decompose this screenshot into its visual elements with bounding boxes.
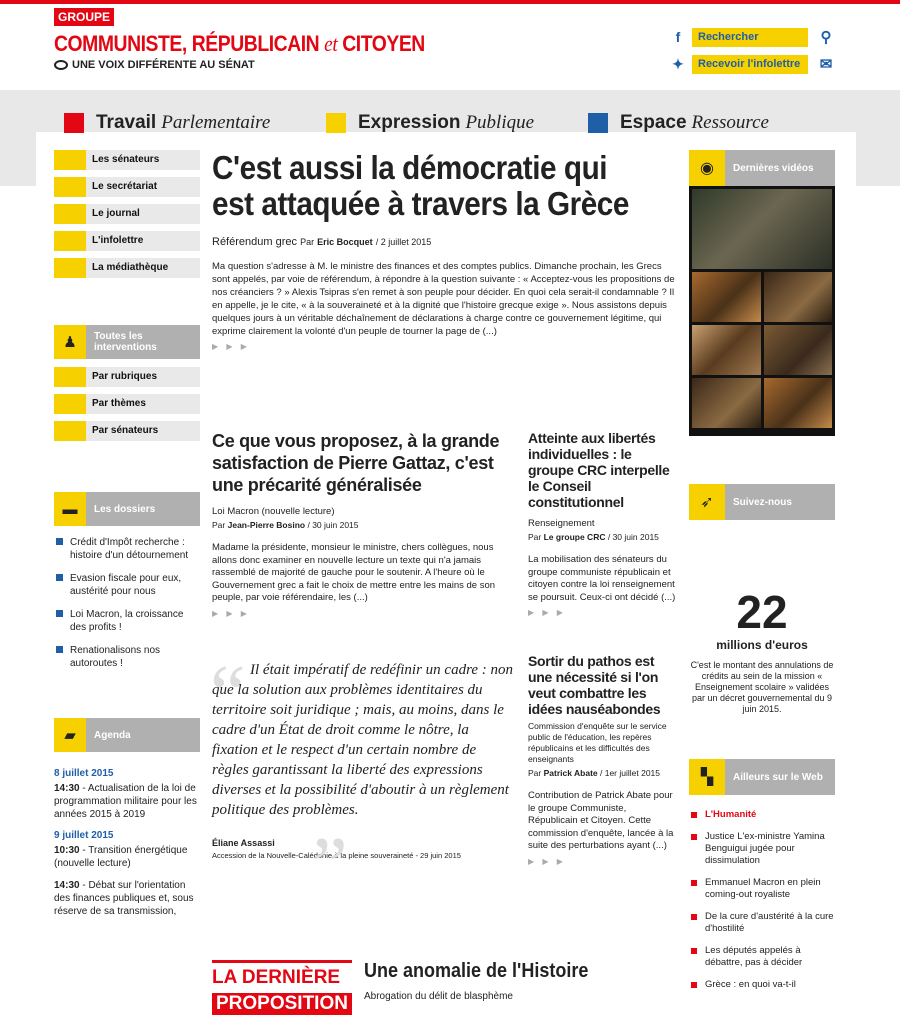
agenda-item[interactable]: 14:30 - Débat sur l'orientation des finances publiques et, sous réserve de sa transmission, [54,880,194,917]
derniere-proposition-badge[interactable]: LA DERNIÈRE PROPOSITION [212,960,352,999]
nav-espace-ressource[interactable] [588,112,769,134]
runner-icon: ➶ [689,484,725,520]
article-excerpt: Madame la présidente, monsieur le ministre, chers collègues, nous allons donc examiner en nouvelle lecture un texte qui n'a jamais rassemblé de majorité de gauche pour le soutenir. A l'heure où le Gouvernement grec a fait le choix de mettre entre les mains de son peuple, par voie référendaire, les (...) [212,542,496,603]
stat-unit: millions d'euros [716,638,808,652]
nav-label-italic: Ressource [691,112,769,133]
proposition-title[interactable]: Une anomalie de l'Histoire [364,960,589,982]
close-quote-icon: ” [312,822,348,910]
right-sidebar [689,150,835,1001]
article-author[interactable]: Eric Bocquet [317,237,373,247]
read-more-arrows[interactable]: ▶ ▶ ▶ [528,608,566,617]
sidebar-item-mediatheque[interactable]: La médiathèque [54,258,200,278]
video-thumbnail[interactable] [692,272,761,322]
sidebar-item-par-themes[interactable]: Par thèmes [54,394,200,414]
list-item[interactable]: Grèce : en quoi va-t-il [689,979,835,991]
open-quote-icon: “ [210,650,246,738]
list-item[interactable]: Les députés appelés à débattre, pas à décider [689,945,835,969]
list-item[interactable]: De la cure d'austérité à la cure d'hostilité [689,911,835,935]
video-thumbnail[interactable] [692,189,832,269]
list-item[interactable]: Renationalisons nos autoroutes ! [54,644,200,670]
envelope-icon[interactable]: ✉ [819,56,833,73]
article-meta: Référendum grec Par Eric Bocquet / 2 juillet 2015 [212,236,432,248]
search-icon[interactable]: ⚲ [820,29,832,46]
nav-expression-publique[interactable] [326,112,534,134]
read-more-arrows[interactable]: ▶ ▶ ▶ [212,608,250,618]
book-icon: ▰ [54,718,86,752]
web-source-label[interactable]: L'Humanité [689,809,835,821]
agenda-date: 9 juillet 2015 [54,830,114,841]
checker-icon: ▚ [689,759,725,795]
sidebar-item-infolettre[interactable]: L'infolettre [54,231,200,251]
speech-bubble-icon [54,60,68,70]
logo-title-et: et [324,31,338,56]
nav-travail-parlementaire[interactable] [64,112,270,134]
main-article [212,150,678,351]
tagline [54,59,255,71]
video-thumbnail[interactable] [764,378,833,428]
stat-value: 22 [736,586,788,638]
video-thumbnail[interactable] [764,272,833,322]
quote-author[interactable]: Éliane Assassi [212,838,275,848]
agenda-item[interactable]: 14:30 - Actualisation de la loi de programmation militaire pour les années 2015 à 2019 [54,783,197,820]
agenda-date: 8 juillet 2015 [54,768,114,779]
article-byline: Par Patrick Abate / 1er juillet 2015 [528,768,661,778]
video-thumbnail[interactable] [692,325,761,375]
list-item[interactable]: Emmanuel Macron en plein coming-out royaliste [689,877,835,901]
sidebar-item-secretariat[interactable]: Le secrétariat [54,177,200,197]
list-item[interactable]: Justice L'ex-ministre Yamina Benguigui jugée pour dissimulation [689,831,835,867]
eye-icon: ◉ [689,150,725,186]
sidebar-item-par-rubriques[interactable]: Par rubriques [54,367,200,387]
red-square-icon [64,113,84,133]
site-logo[interactable] [54,31,425,57]
facebook-icon[interactable]: f [675,29,681,45]
article-category[interactable]: Référendum grec [212,236,297,248]
web-header[interactable]: ▚ Ailleurs sur le Web [689,759,835,795]
logo-title-part2: CITOYEN [342,31,425,56]
web-links-list [689,809,835,991]
dossiers-list [54,536,200,670]
main-article-title[interactable]: C'est aussi la démocratie qui est attaquée à travers la Grèce [212,149,629,222]
article-byline: Par Jean-Pierre Bosino / 30 juin 2015 [212,520,359,530]
list-item[interactable]: Loi Macron, la croissance des profits ! [54,608,200,634]
article-excerpt: Ma question s'adresse à M. le ministre des finances et des comptes publics. Dimanche prochain, les Grecs sont appelés, par voie de référendum, à répondre à la question suivante : « Acceptez-vous les propositions de nos créanciers ? » Alexis Tsipras s'en remet à son peuple pour décider. En quoi cela serait-il condamnable ? Il en appelle, je le cite, « à la souveraineté et à la dignité que l'histoire grecque exige ». Nous assistons depuis quelques jours à un véritable déchaînement de déclarations à charge contre ce gouvernement légitime, qui exprime clairement la volonté d'un peuple de tourner la page de (...) [212,261,675,337]
site-header [0,4,900,90]
sidebar-head-dossiers[interactable]: ▬ Les dossiers [54,492,200,526]
article-card [212,430,512,618]
proposition-subtitle: Abrogation du délit de blasphème [364,991,513,1002]
newsletter-button[interactable]: Recevoir l'infolettre [692,55,808,74]
article-excerpt: Contribution de Patrick Abate pour le groupe Communiste, Républicain et Citoyen. Cette commission d'enquête, lancée à la suite des perturbations ayant (...) [528,790,674,851]
video-thumbnail[interactable] [764,325,833,375]
article-excerpt: La mobilisation des sénateurs du groupe communiste républicain et citoyen contre la loi renseignement se poursuit. Ceux-ci ont décidé (...) [528,554,676,603]
article-title[interactable]: Atteinte aux libertés individuelles : le groupe CRC interpelle le Conseil constitutionnel [528,430,670,510]
left-sidebar [54,150,200,927]
header-tools [670,26,840,80]
blue-square-icon [588,113,608,133]
article-title[interactable]: Ce que vous proposez, à la grande satisfaction de Pierre Gattaz, c'est une précarité généralisée [212,431,500,495]
briefcase-icon: ▬ [54,492,86,526]
search-input[interactable]: Rechercher [692,28,808,47]
sidebar-item-journal[interactable]: Le journal [54,204,200,224]
article-byline: Par Le groupe CRC / 30 juin 2015 [528,532,659,542]
quote-block [210,650,516,910]
list-item[interactable]: Evasion fiscale pour eux, austérité pour nous [54,572,200,598]
video-grid [689,186,835,436]
article-title[interactable]: Sortir du pathos est une nécessité si l'on veut combattre les idées nauséabondes [528,653,661,717]
nav-label-bold: Travail [96,112,157,133]
agenda-item[interactable]: 10:30 - Transition énergétique (nouvelle lecture) [54,845,188,869]
sidebar-item-senateurs[interactable]: Les sénateurs [54,150,200,170]
article-category[interactable]: Loi Macron (nouvelle lecture) [212,506,335,517]
list-item[interactable]: Crédit d'Impôt recherche : histoire d'un détournement [54,536,200,562]
article-category[interactable]: Renseignement [528,518,595,529]
twitter-icon[interactable]: ✦ [672,55,684,72]
sidebar-head-interventions[interactable]: ♟ Toutes les interventions [54,325,200,359]
quote-text: Il était impératif de redéfinir un cadre : non que la solution aux problèmes identitaires du territoire soit juridique ; mais, au moins, dans le cadre d'un État de droit comme le nôtre, la fixation et le respect d'un certain nombre de règles garantissant la liberté des expressions diverses et la possibilité d'aboutir à un règlement politique des problèmes. [212,662,514,818]
speaker-icon: ♟ [54,325,86,359]
videos-header[interactable]: ◉ Dernières vidéos [689,150,835,186]
sidebar-head-agenda[interactable]: ▰ Agenda [54,718,200,752]
stat-description: C'est le montant des annulations de crédits au sein de la mission « Enseignement scolaire » validées par un décret gouvernemental du 9 juin 2015. [690,660,834,714]
article-card [528,430,678,866]
quote-source[interactable]: Accession de la Nouvelle-Calédonie à la pleine souveraineté - 29 juin 2015 [212,851,461,860]
logo-title-part1: COMMUNISTE, RÉPUBLICAIN [54,31,320,56]
sidebar-item-par-senateurs[interactable]: Par sénateurs [54,421,200,441]
logo-groupe-label: GROUPE [54,8,114,26]
article-category[interactable]: Commission d'enquête sur le service public de l'éducation, les repères républicains et les difficultés des enseignants [528,721,667,764]
read-more-arrows[interactable]: ▶ ▶ ▶ [212,342,250,351]
nav-label-italic: Parlementaire [161,112,271,133]
nav-label-bold: Espace [620,112,687,133]
yellow-square-icon [326,113,346,133]
read-more-arrows[interactable]: ▶ ▶ ▶ [528,856,566,866]
follow-header[interactable]: ➶ Suivez-nous [689,484,835,520]
nav-label-italic: Publique [465,112,535,133]
tagline-text: UNE VOIX DIFFÉRENTE AU SÉNAT [72,59,255,71]
video-thumbnail[interactable] [692,378,761,428]
article-date: / 2 juillet 2015 [375,237,432,247]
nav-label-bold: Expression [358,112,461,133]
